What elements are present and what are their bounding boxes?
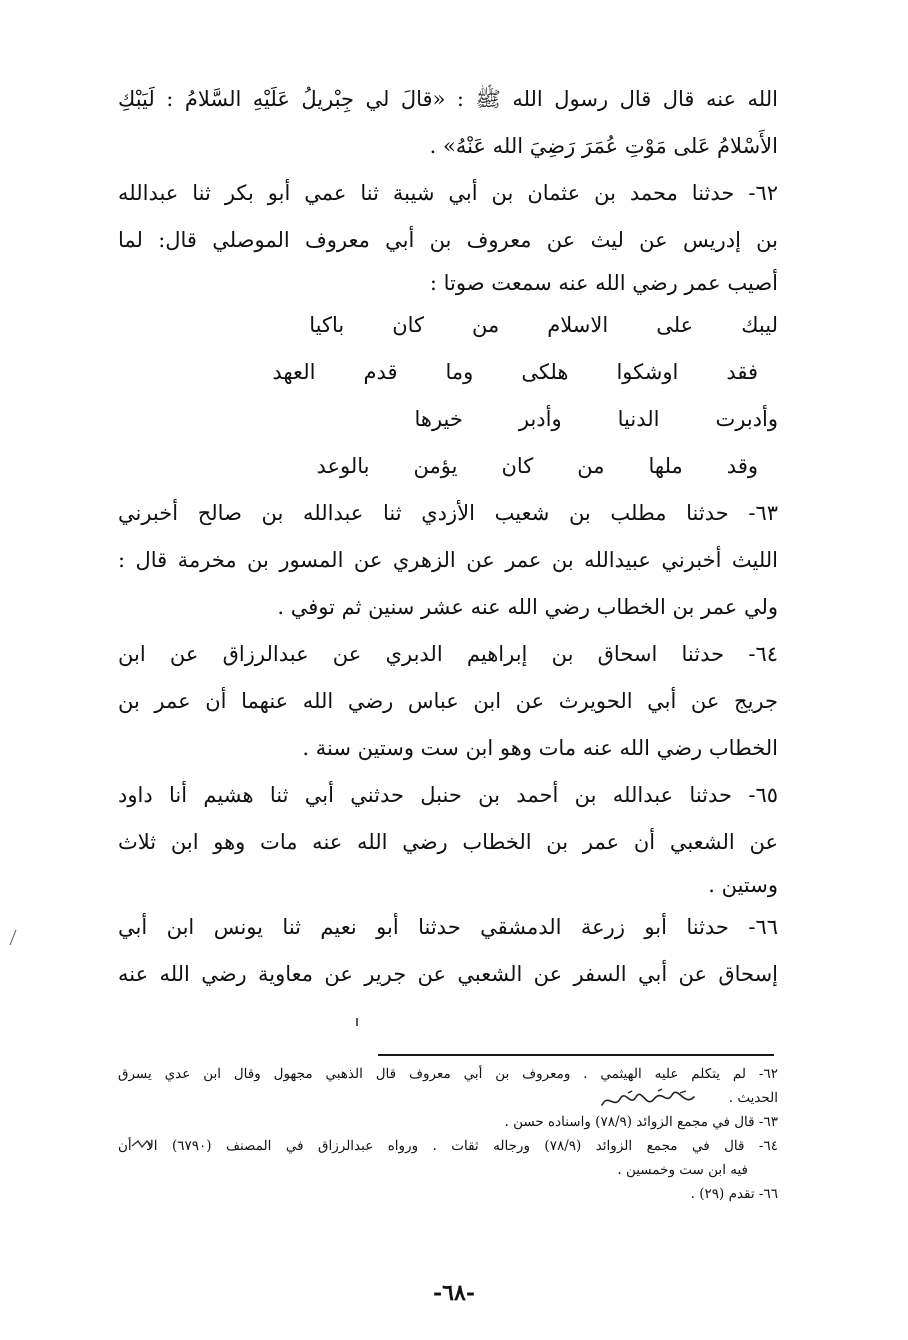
hadith-63-line-3: ولي عمر بن الخطاب رضي الله عنه عشر سنين ثم توفي .	[277, 595, 778, 619]
footnote-62-line-1: ٦٢- لم يتكلم عليه الهيثمي . ومعروف بن أبي معروف قال الذهبي مجهول وقال ابن عدي يسرق	[118, 1066, 778, 1082]
hadith-62-line-2: بن إدريس عن ليث عن معروف بن أبي معروف الموصلي قال: لما	[118, 228, 778, 252]
hadith-64-line-2: جريج عن أبي الحويرث عن ابن عباس رضي الله عنهما أن عمر بن	[118, 689, 778, 713]
poem-verse-1: ليبك على الاسلام من كان باكيا	[309, 313, 778, 337]
footnote-63: ٦٣- قال في مجمع الزوائد (٧٨/٩) واسناده حسن .	[504, 1114, 778, 1130]
text-line-1: الله عنه قال قال رسول الله ﷺ : «قالَ لي جِبْريلُ عَلَيْهِ السَّلامُ : لَيَبْكِ	[118, 87, 778, 111]
poem-verse-3: وأدبرت الدنيا وأدبر خيرها	[414, 407, 778, 431]
page-number: -٦٨-	[433, 1280, 475, 1306]
hadith-65-line-3: وستين .	[708, 873, 778, 897]
text-line-2: الأَسْلامُ عَلى مَوْتِ عُمَرَ رَضِيَ الله عَنْهُ» .	[429, 134, 778, 158]
hadith-66-line-1: ٦٦- حدثنا أبو زرعة الدمشقي حدثنا أبو نعيم ثنا يونس ابن أبي	[118, 915, 778, 939]
hadith-66-line-2: إسحاق عن أبي السفر عن الشعبي عن جرير عن معاوية رضي الله عنه	[118, 962, 778, 986]
poem-verse-2: فقد اوشكوا هلكى وما قدم العهد	[272, 360, 758, 384]
poem-verse-4: وقد ملها من كان يؤمن بالوعد	[316, 454, 758, 478]
hadith-62-line-1: ٦٢- حدثنا محمد بن عثمان بن أبي شيبة ثنا عمي أبو بكر ثنا عبدالله	[118, 181, 778, 205]
hadith-63-line-2: الليث أخبرني عبيدالله بن عمر عن الزهري عن المسور بن مخرمة قال :	[118, 548, 778, 572]
footnote-62-line-2: الحديث .	[728, 1090, 778, 1106]
hadith-63-line-1: ٦٣- حدثنا مطلب بن شعيب الأزدي ثنا عبدالله بن صالح أخبرني	[118, 501, 778, 525]
hadith-62-line-3: أصيب عمر رضي الله عنه سمعت صوتا :	[429, 271, 778, 295]
handwritten-annotation	[598, 1087, 698, 1113]
hadith-65-line-1: ٦٥- حدثنا عبدالله بن أحمد بن حنبل حدثني أبي ثنا هشيم أنا داود	[118, 783, 778, 807]
hadith-65-line-2: عن الشعبي أن عمر بن الخطاب رضي الله عنه مات وهو ابن ثلاث	[118, 830, 778, 854]
hadith-64-line-3: الخطاب رضي الله عنه مات وهو ابن ست وستين سنة .	[302, 736, 778, 760]
footnote-64-line-1: ٦٤- قال في مجمع الزوائد (٧٨/٩) ورجاله ثقات . ورواه عبدالرزاق في المصنف (٦٧٩٠) الا أن	[118, 1138, 778, 1154]
footnote-66: ٦٦- تقدم (٢٩) .	[690, 1186, 778, 1202]
hadith-64-line-1: ٦٤- حدثنا اسحاق بن إبراهيم الدبري عن عبدالرزاق عن ابن	[118, 642, 778, 666]
footnote-64-line-2: فيه ابن ست وخمسين .	[617, 1162, 748, 1178]
main-text	[118, 76, 778, 998]
footnote-divider	[378, 1054, 774, 1056]
footnotes	[118, 1062, 778, 1206]
